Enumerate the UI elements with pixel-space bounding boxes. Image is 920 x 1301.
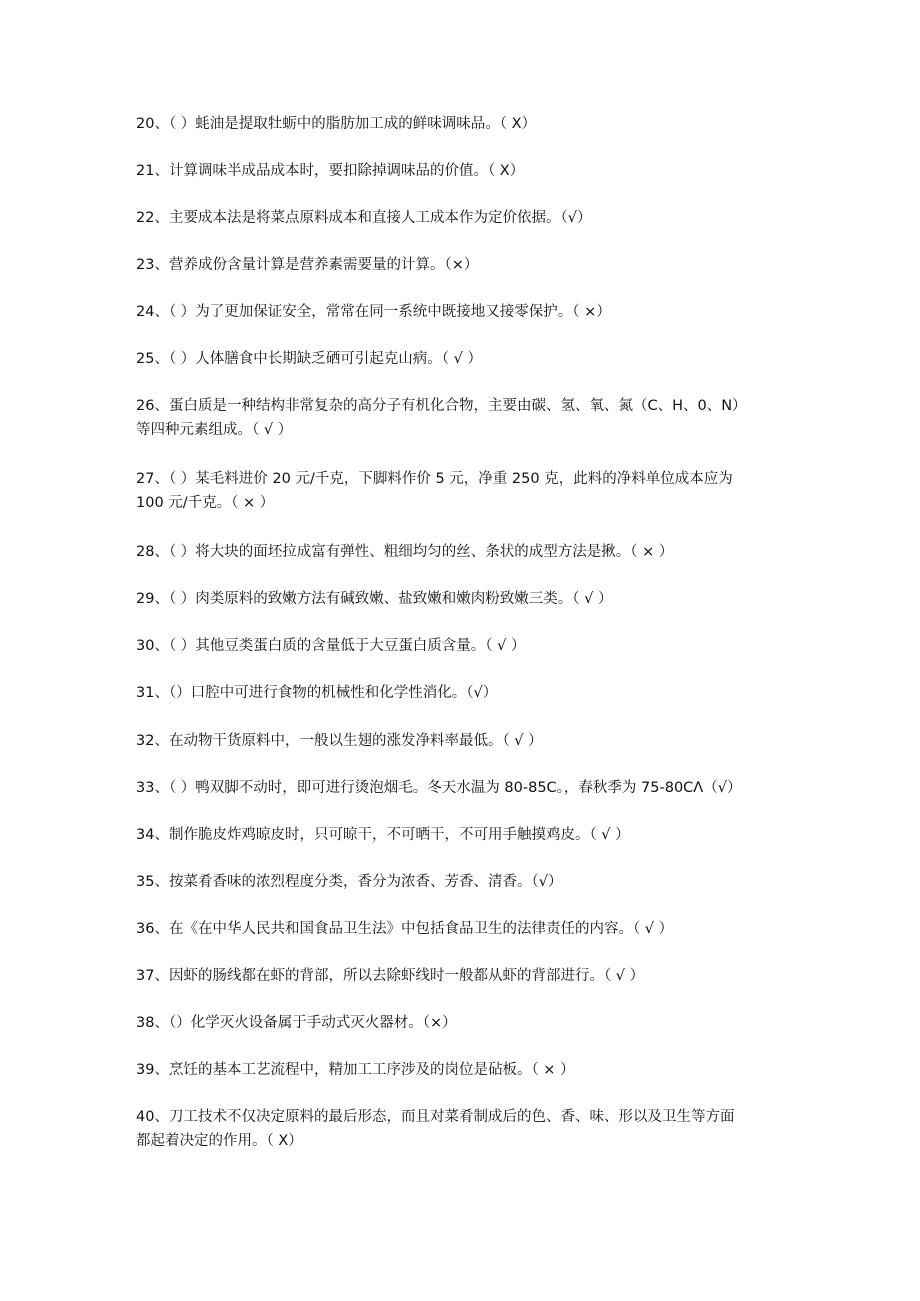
- question-36: [136, 917, 786, 941]
- question-line: 27、（ ）某毛料进价 20 元/千克，下脚料作价 5 元，净重 250 克，此料的净料单位成本应为: [136, 471, 733, 487]
- question-line: 33、（ ）鸭双脚不动时，即可进行烫泡烟毛。冬天水温为 80-85C。，春秋季为 75-80CΛ（√）: [136, 780, 742, 796]
- question-line: 21、计算调味半成品成本时，要扣除掉调味品的价值。（ X）: [136, 163, 525, 179]
- question-line: 29、（ ）肉类原料的致嫩方法有碱致嫩、盐致嫩和嫩肉粉致嫩三类。（ √ ）: [136, 591, 613, 607]
- question-line: 32、在动物干货原料中，一般以生翅的涨发净料率最低。（ √ ）: [136, 733, 543, 749]
- question-20: [136, 112, 786, 136]
- question-29: [136, 587, 786, 611]
- question-line: 30、（ ）其他豆类蛋白质的含量低于大豆蛋白质含量。（ √ ）: [136, 638, 526, 654]
- question-line: 28、（ ）将大块的面坯拉成富有弹性、粗细均匀的丝、条状的成型方法是揪。（ × ）: [136, 544, 674, 560]
- question-32: [136, 729, 786, 753]
- question-line: 35、按菜肴香味的浓烈程度分类，香分为浓香、芳香、清香。（√）: [136, 874, 563, 890]
- question-28: [136, 540, 786, 564]
- question-37: [136, 964, 786, 988]
- question-line: 100 元/千克。（ × ）: [136, 495, 275, 511]
- question-line: 都起着决定的作用。（ X）: [136, 1133, 303, 1149]
- question-line: 38、（）化学灭火设备属于手动式灭火器材。（×）: [136, 1015, 457, 1031]
- question-26: [136, 394, 786, 442]
- question-27: [136, 467, 786, 515]
- question-line: 36、在《在中华人民共和国食品卫生法》中包括食品卫生的法律责任的内容。（ √ ）: [136, 921, 674, 937]
- question-31: [136, 681, 786, 705]
- question-line: 40、刀工技术不仅决定原料的最后形态，而且对菜肴制成后的色、香、味、形以及卫生等方面: [136, 1109, 735, 1125]
- question-line: 26、蛋白质是一种结构非常复杂的高分子有机化合物，主要由碳、氢、氧、氮（C、H、0、N）: [136, 398, 747, 414]
- question-40: [136, 1105, 786, 1153]
- question-33: [136, 776, 786, 800]
- question-line: 等四种元素组成。（ √ ）: [136, 422, 293, 438]
- question-line: 39、烹饪的基本工艺流程中，精加工工序涉及的岗位是砧板。（ × ）: [136, 1062, 575, 1078]
- question-30: [136, 634, 786, 658]
- question-21: [136, 159, 786, 183]
- question-39: [136, 1058, 786, 1082]
- question-24: [136, 300, 786, 324]
- question-23: [136, 253, 786, 277]
- question-line: 34、制作脆皮炸鸡晾皮时，只可晾干，不可晒干，不可用手触摸鸡皮。（ √ ）: [136, 827, 630, 843]
- question-line: 23、营养成份含量计算是营养素需要量的计算。（×）: [136, 257, 479, 273]
- question-25: [136, 347, 786, 371]
- question-22: [136, 206, 786, 230]
- question-38: [136, 1011, 786, 1035]
- question-line: 37、因虾的肠线都在虾的背部，所以去除虾线时一般都从虾的背部进行。（ √ ）: [136, 968, 645, 984]
- question-line: 25、（ ）人体膳食中长期缺乏硒可引起克山病。（ √ ）: [136, 351, 483, 367]
- question-line: 20、（ ）蚝油是提取牡蛎中的脂肪加工成的鲜味调味品。（ X）: [136, 116, 537, 132]
- question-35: [136, 870, 786, 894]
- question-line: 24、（ ）为了更加保证安全，常常在同一系统中既接地又接零保护。（ ×）: [136, 304, 611, 320]
- question-34: [136, 823, 786, 847]
- question-line: 22、主要成本法是将菜点原料成本和直接人工成本作为定价依据。（√）: [136, 210, 592, 226]
- question-line: 31、（）口腔中可进行食物的机械性和化学性消化。（√）: [136, 685, 498, 701]
